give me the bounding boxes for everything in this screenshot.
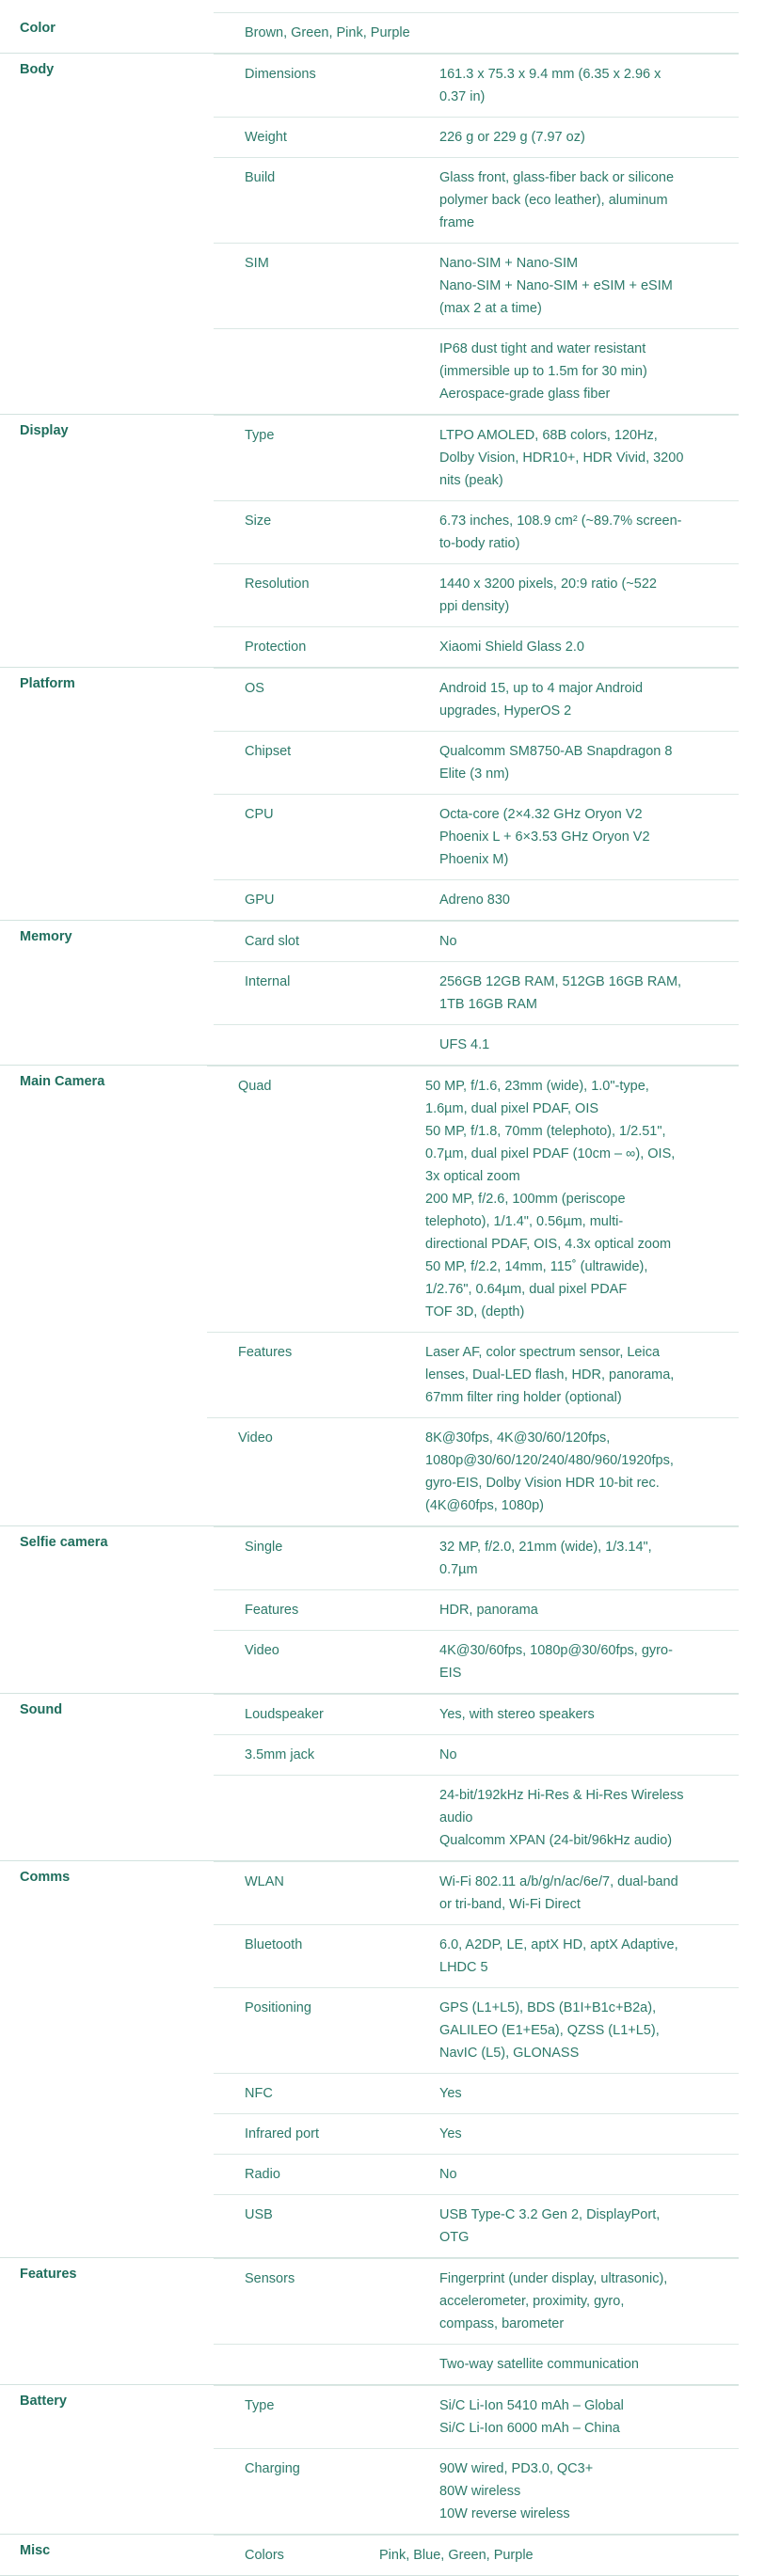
spec-value bbox=[439, 922, 712, 961]
spec-label[interactable]: Dimensions bbox=[245, 67, 316, 82]
spec-row bbox=[214, 54, 739, 117]
spec-section-color bbox=[0, 12, 739, 54]
section-title[interactable]: Comms bbox=[20, 1870, 71, 1885]
spec-label[interactable]: Infrared port bbox=[245, 2126, 319, 2141]
spec-value-line: 161.3 x 75.3 x 9.4 mm (6.35 x 2.96 x bbox=[439, 67, 661, 82]
spec-section-display bbox=[0, 415, 739, 668]
spec-row bbox=[214, 157, 739, 243]
spec-value-line: 6.0, A2DP, LE, aptX HD, aptX Adaptive, bbox=[439, 1937, 678, 1952]
spec-label[interactable]: Video bbox=[245, 1643, 279, 1658]
spec-row bbox=[214, 2154, 739, 2194]
spec-value-line: NavIC (L5), GLONASS bbox=[439, 2046, 580, 2061]
section-title[interactable]: Body bbox=[20, 62, 55, 77]
spec-value-line: 10W reverse wireless bbox=[439, 2506, 570, 2521]
spec-row bbox=[214, 961, 739, 1024]
spec-value bbox=[425, 1333, 708, 1417]
spec-value-line: 6.73 inches, 108.9 cm² (~89.7% screen- bbox=[439, 514, 682, 529]
section-title[interactable]: Misc bbox=[20, 2543, 51, 2558]
spec-value-line: Wi-Fi 802.11 a/b/g/n/ac/6e/7, dual-band bbox=[439, 1874, 678, 1889]
spec-value bbox=[425, 1418, 708, 1525]
spec-value-line: compass, barometer bbox=[439, 2316, 565, 2331]
spec-label[interactable]: Quad bbox=[238, 1079, 272, 1094]
spec-value-line: audio bbox=[439, 1810, 473, 1825]
spec-row bbox=[214, 1924, 739, 1987]
spec-value-line: Octa-core (2×4.32 GHz Oryon V2 bbox=[439, 807, 643, 822]
spec-label[interactable]: Build bbox=[245, 170, 276, 185]
spec-row bbox=[214, 1526, 739, 1589]
spec-row bbox=[214, 2344, 739, 2384]
spec-label[interactable]: Bluetooth bbox=[245, 1937, 303, 1952]
spec-label[interactable]: Single bbox=[245, 1540, 283, 1555]
spec-section-main-camera bbox=[0, 1066, 739, 1526]
spec-section-platform bbox=[0, 668, 739, 921]
spec-label[interactable] bbox=[214, 1776, 439, 1860]
spec-value bbox=[439, 1025, 712, 1065]
spec-value-line: Si/C Li-Ion 5410 mAh – Global bbox=[439, 2398, 624, 2413]
spec-label[interactable] bbox=[214, 2345, 439, 2384]
spec-label[interactable]: Internal bbox=[245, 974, 291, 989]
spec-row bbox=[214, 2194, 739, 2257]
spec-value bbox=[439, 1527, 712, 1589]
spec-value-line: 80W wireless bbox=[439, 2484, 521, 2499]
spec-value bbox=[439, 1735, 712, 1775]
spec-value bbox=[439, 1776, 712, 1860]
spec-value-line: No bbox=[439, 2167, 457, 2182]
section-title[interactable]: Memory bbox=[20, 929, 72, 944]
spec-value-line: Glass front, glass-fiber back or silicone bbox=[439, 170, 675, 185]
spec-row bbox=[214, 2448, 739, 2534]
spec-value-line: EIS bbox=[439, 1666, 462, 1681]
spec-row bbox=[214, 117, 739, 157]
spec-value-line: Yes bbox=[439, 2086, 462, 2101]
spec-value bbox=[439, 501, 712, 563]
spec-value bbox=[379, 2536, 652, 2575]
section-title[interactable]: Battery bbox=[20, 2394, 67, 2409]
spec-value-line: GALILEO (E1+E5a), QZSS (L1+L5), bbox=[439, 2023, 660, 2038]
spec-value-line: Two-way satellite communication bbox=[439, 2357, 639, 2372]
spec-value-line: Aerospace-grade glass fiber bbox=[439, 387, 611, 402]
spec-value-line: Dolby Vision, HDR10+, HDR Vivid, 3200 bbox=[439, 450, 684, 466]
spec-value-line: 226 g or 229 g (7.97 oz) bbox=[439, 130, 585, 145]
spec-value-line: Yes, with stereo speakers bbox=[439, 1707, 595, 1722]
spec-value-line: UFS 4.1 bbox=[439, 1037, 490, 1052]
section-title[interactable]: Color bbox=[20, 21, 56, 36]
spec-label[interactable]: Features bbox=[238, 1345, 293, 1360]
spec-label[interactable]: Resolution bbox=[245, 577, 310, 592]
spec-label[interactable]: Features bbox=[245, 1603, 299, 1618]
spec-row bbox=[214, 1694, 739, 1734]
spec-label[interactable]: 3.5mm jack bbox=[245, 1747, 315, 1762]
spec-value bbox=[425, 1067, 708, 1332]
spec-label[interactable]: SIM bbox=[245, 256, 269, 271]
spec-label[interactable]: Chipset bbox=[245, 744, 292, 759]
spec-label[interactable]: Weight bbox=[245, 130, 287, 145]
spec-value bbox=[439, 329, 712, 414]
spec-row bbox=[214, 2258, 739, 2344]
spec-section-sound bbox=[0, 1694, 739, 1861]
spec-value bbox=[439, 795, 712, 879]
spec-section-selfie-camera bbox=[0, 1526, 739, 1694]
spec-value-line: Nano-SIM + Nano-SIM bbox=[439, 256, 579, 271]
spec-label[interactable]: Charging bbox=[245, 2461, 300, 2476]
spec-row bbox=[214, 500, 739, 563]
spec-label[interactable]: Radio bbox=[245, 2167, 280, 2182]
spec-label[interactable] bbox=[214, 329, 439, 414]
spec-value bbox=[439, 1988, 712, 2073]
spec-value-line: Laser AF, color spectrum sensor, Leica bbox=[425, 1345, 661, 1360]
spec-value-line: Yes bbox=[439, 2126, 462, 2141]
spec-value-line: HDR, panorama bbox=[439, 1603, 538, 1618]
spec-value-line: Nano-SIM + Nano-SIM + eSIM + eSIM bbox=[439, 278, 673, 293]
spec-value bbox=[439, 1631, 712, 1693]
spec-value bbox=[439, 244, 712, 328]
spec-value bbox=[439, 627, 712, 667]
spec-row bbox=[214, 1024, 739, 1065]
spec-value bbox=[439, 416, 712, 500]
spec-label[interactable]: Protection bbox=[245, 640, 307, 655]
spec-value bbox=[439, 2155, 712, 2194]
spec-section-body bbox=[0, 54, 739, 415]
spec-value-line: OTG bbox=[439, 2230, 470, 2245]
spec-value-line: IP68 dust tight and water resistant bbox=[439, 341, 646, 356]
section-title[interactable]: Platform bbox=[20, 676, 75, 691]
spec-value-line: USB Type-C 3.2 Gen 2, DisplayPort, bbox=[439, 2207, 661, 2222]
spec-value bbox=[439, 2195, 712, 2257]
spec-label[interactable]: Positioning bbox=[245, 2000, 311, 2015]
spec-value-line: GPS (L1+L5), BDS (B1I+B1c+B2a), bbox=[439, 2000, 657, 2015]
spec-value-line: Phoenix M) bbox=[439, 852, 509, 867]
spec-label[interactable]: Loudspeaker bbox=[245, 1707, 324, 1722]
spec-value-line: 1440 x 3200 pixels, 20:9 ratio (~522 bbox=[439, 577, 657, 592]
spec-row bbox=[214, 731, 739, 794]
spec-value-line: Xiaomi Shield Glass 2.0 bbox=[439, 640, 584, 655]
spec-value-line: Qualcomm SM8750-AB Snapdragon 8 bbox=[439, 744, 673, 759]
spec-value-line: polymer back (eco leather), aluminum bbox=[439, 193, 668, 208]
spec-value bbox=[439, 669, 712, 731]
spec-row bbox=[214, 794, 739, 879]
spec-value bbox=[439, 732, 712, 794]
spec-value-line: (4K@60fps, 1080p) bbox=[425, 1498, 544, 1513]
spec-row bbox=[214, 1775, 739, 1860]
spec-row bbox=[214, 328, 739, 414]
spec-value-line: lenses, Dual-LED flash, HDR, panorama, bbox=[425, 1367, 675, 1383]
spec-value-line: gyro-EIS, Dolby Vision HDR 10-bit rec. bbox=[425, 1476, 660, 1491]
spec-value-line: telephoto), 1/1.4", 0.56µm, multi- bbox=[425, 1214, 624, 1229]
spec-section-memory bbox=[0, 921, 739, 1066]
spec-row bbox=[214, 243, 739, 328]
spec-section-features bbox=[0, 2258, 739, 2385]
spec-value-line: 1/2.76", 0.64µm, dual pixel PDAF bbox=[425, 1282, 628, 1297]
spec-value-line: to-body ratio) bbox=[439, 536, 520, 551]
section-title[interactable]: Display bbox=[20, 423, 69, 438]
spec-value-line: 50 MP, f/1.6, 23mm (wide), 1.0"-type, bbox=[425, 1079, 649, 1094]
spec-row bbox=[214, 415, 739, 500]
spec-value bbox=[439, 1695, 712, 1734]
spec-label[interactable]: Type bbox=[245, 2398, 275, 2413]
spec-value-line: LHDC 5 bbox=[439, 1960, 488, 1975]
spec-value-line: Fingerprint (under display, ultrasonic), bbox=[439, 2271, 668, 2286]
spec-row bbox=[214, 2535, 739, 2575]
spec-value-line: 4K@30/60fps, 1080p@30/60fps, gyro- bbox=[439, 1643, 673, 1658]
spec-row bbox=[214, 2385, 739, 2448]
spec-value-line: Adreno 830 bbox=[439, 893, 510, 908]
spec-value-line: 1TB 16GB RAM bbox=[439, 997, 537, 1012]
spec-label[interactable]: WLAN bbox=[245, 1874, 284, 1889]
spec-value-line: accelerometer, proximity, gyro, bbox=[439, 2294, 625, 2309]
spec-value bbox=[439, 1862, 712, 1924]
spec-value-line: directional PDAF, OIS, 4.3x optical zoom bbox=[425, 1237, 672, 1252]
spec-row bbox=[207, 1332, 739, 1417]
section-title[interactable]: Sound bbox=[20, 1702, 63, 1717]
spec-value bbox=[439, 158, 712, 243]
spec-row bbox=[207, 1417, 739, 1525]
spec-label[interactable]: CPU bbox=[245, 807, 274, 822]
spec-value-line: (max 2 at a time) bbox=[439, 301, 542, 316]
spec-value-line: 50 MP, f/1.8, 70mm (telephoto), 1/2.51", bbox=[425, 1124, 666, 1139]
spec-label[interactable]: USB bbox=[245, 2207, 273, 2222]
spec-row bbox=[214, 921, 739, 961]
spec-value-line: 0.7µm, dual pixel PDAF (10cm – ∞), OIS, bbox=[425, 1146, 676, 1162]
spec-value bbox=[439, 2259, 712, 2344]
spec-value-line: 67mm filter ring holder (optional) bbox=[425, 1390, 622, 1405]
spec-section-comms bbox=[0, 1861, 739, 2258]
spec-value-line: Pink, Blue, Green, Purple bbox=[379, 2548, 534, 2563]
spec-label[interactable]: GPU bbox=[245, 893, 275, 908]
spec-value-line: frame bbox=[439, 215, 475, 230]
spec-row bbox=[214, 1987, 739, 2073]
spec-value bbox=[439, 962, 712, 1024]
spec-label[interactable]: Colors bbox=[245, 2548, 284, 2563]
section-title[interactable]: Selfie camera bbox=[20, 1535, 108, 1550]
spec-row bbox=[214, 2073, 739, 2113]
spec-label[interactable]: NFC bbox=[245, 2086, 273, 2101]
spec-value-line: 3x optical zoom bbox=[425, 1169, 520, 1184]
spec-value-line: LTPO AMOLED, 68B colors, 120Hz, bbox=[439, 428, 658, 443]
spec-row bbox=[214, 1589, 739, 1630]
spec-value-line: Si/C Li-Ion 6000 mAh – China bbox=[439, 2421, 620, 2436]
spec-value-line: 1080p@30/60/120/240/480/960/1920fps, bbox=[425, 1453, 674, 1468]
spec-value-line: Android 15, up to 4 major Android bbox=[439, 681, 644, 696]
spec-value-line: 50 MP, f/2.2, 14mm, 115˚ (ultrawide), bbox=[425, 1259, 648, 1274]
spec-value-line: upgrades, HyperOS 2 bbox=[439, 703, 572, 719]
spec-label[interactable]: Type bbox=[245, 428, 275, 443]
spec-label[interactable]: Video bbox=[238, 1430, 273, 1446]
spec-label[interactable]: Card slot bbox=[245, 934, 300, 949]
spec-value-line: 0.37 in) bbox=[439, 89, 486, 104]
spec-label[interactable] bbox=[214, 1025, 439, 1065]
spec-value-line: No bbox=[439, 934, 457, 949]
spec-value bbox=[439, 1590, 712, 1630]
spec-value-line: 256GB 12GB RAM, 512GB 16GB RAM, bbox=[439, 974, 682, 989]
spec-value-line: Qualcomm XPAN (24-bit/96kHz audio) bbox=[439, 1833, 673, 1848]
spec-value bbox=[439, 2114, 712, 2154]
spec-label[interactable]: OS bbox=[245, 681, 264, 696]
spec-value-line: ppi density) bbox=[439, 599, 510, 614]
spec-value-line: 24-bit/192kHz Hi-Res & Hi-Res Wireless bbox=[439, 1788, 684, 1803]
spec-value-line: 90W wired, PD3.0, QC3+ bbox=[439, 2461, 594, 2476]
spec-value bbox=[439, 55, 712, 117]
spec-value-line: Phoenix L + 6×3.53 GHz Oryon V2 bbox=[439, 830, 650, 845]
spec-row bbox=[214, 12, 739, 53]
spec-value bbox=[439, 2386, 712, 2448]
section-title[interactable]: Features bbox=[20, 2267, 77, 2282]
spec-value bbox=[439, 118, 712, 157]
spec-value-line: nits (peak) bbox=[439, 473, 503, 488]
spec-section-battery bbox=[0, 2385, 739, 2535]
spec-row bbox=[214, 626, 739, 667]
spec-label[interactable]: Brown, Green, Pink, Purple bbox=[245, 25, 410, 40]
spec-section-misc bbox=[0, 2535, 739, 2576]
spec-value-line: Elite (3 nm) bbox=[439, 766, 510, 782]
spec-value-line: TOF 3D, (depth) bbox=[425, 1304, 525, 1320]
section-title[interactable]: Main Camera bbox=[20, 1074, 105, 1089]
spec-value-line: (immersible up to 1.5m for 30 min) bbox=[439, 364, 647, 379]
spec-value-line: 0.7µm bbox=[439, 1562, 478, 1577]
spec-value-line: 8K@30fps, 4K@30/60/120fps, bbox=[425, 1430, 611, 1446]
spec-value-line: 32 MP, f/2.0, 21mm (wide), 1/3.14", bbox=[439, 1540, 652, 1555]
spec-row bbox=[214, 668, 739, 731]
spec-row bbox=[214, 1630, 739, 1693]
spec-label[interactable]: Sensors bbox=[245, 2271, 295, 2286]
spec-row bbox=[214, 1734, 739, 1775]
spec-value-line: 200 MP, f/2.6, 100mm (periscope bbox=[425, 1192, 626, 1207]
spec-value bbox=[439, 564, 712, 626]
spec-value bbox=[439, 2449, 712, 2534]
spec-value-line: 1.6µm, dual pixel PDAF, OIS bbox=[425, 1101, 599, 1116]
spec-value bbox=[439, 2074, 712, 2113]
spec-value bbox=[439, 1925, 712, 1987]
spec-label[interactable]: Size bbox=[245, 514, 272, 529]
spec-row bbox=[214, 2113, 739, 2154]
spec-row bbox=[214, 1861, 739, 1924]
spec-value bbox=[439, 880, 712, 920]
spec-row bbox=[214, 879, 739, 920]
spec-value-line: No bbox=[439, 1747, 457, 1762]
spec-value-line: or tri-band, Wi-Fi Direct bbox=[439, 1897, 581, 1912]
spec-row bbox=[207, 1066, 739, 1332]
spec-value bbox=[439, 2345, 712, 2384]
spec-row bbox=[214, 563, 739, 626]
